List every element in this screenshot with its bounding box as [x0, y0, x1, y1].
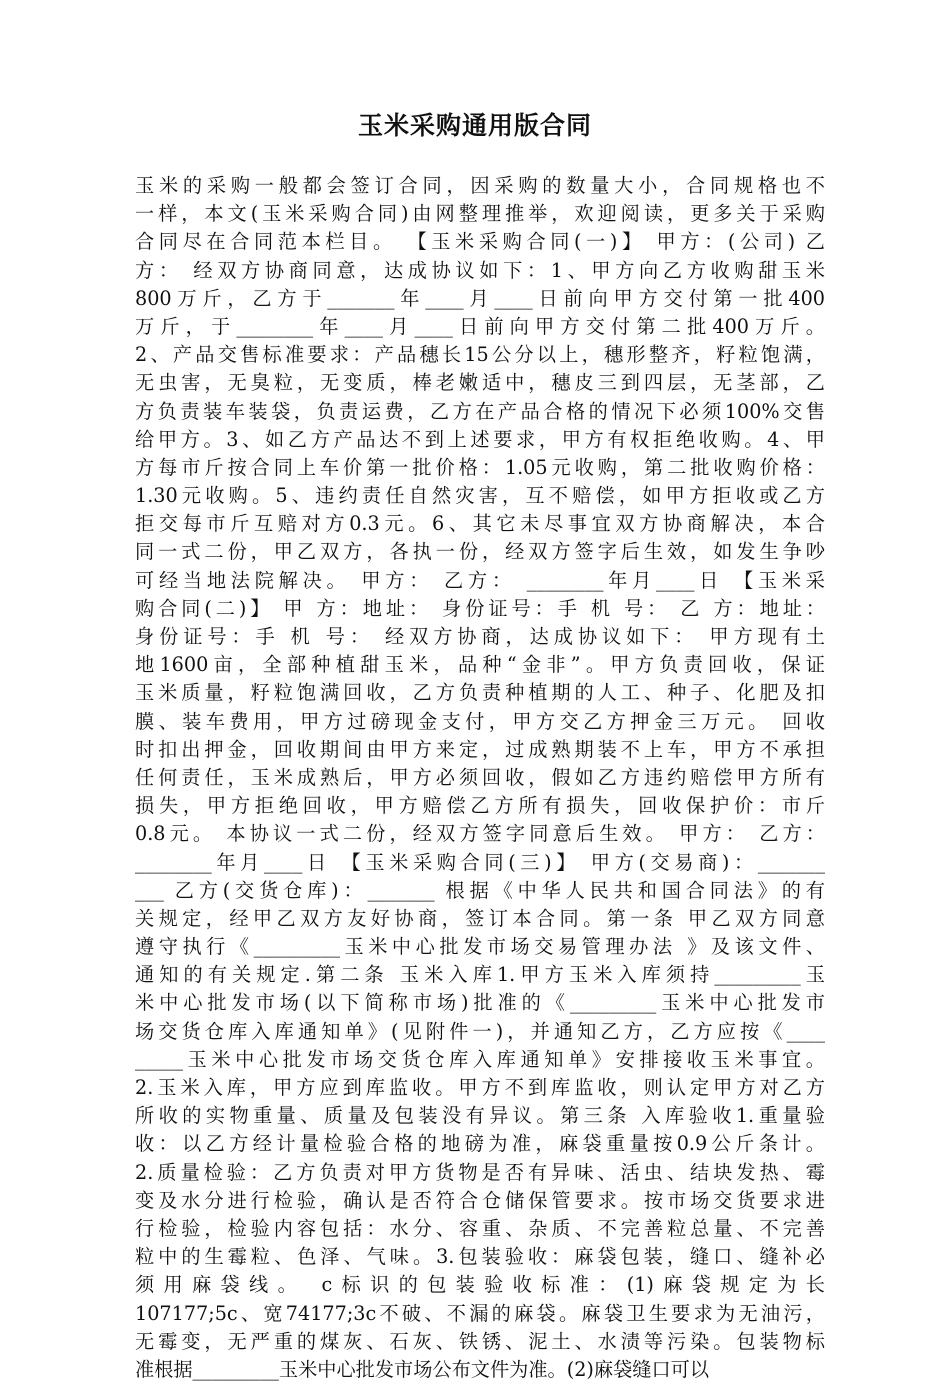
- text-line: 万斤，于________年____月____日前向甲方交付第二批400万斤。: [135, 314, 825, 338]
- text-line: 地1600亩，全部种植甜玉米，品种“金非”。甲方负责回收，保证: [135, 653, 825, 677]
- text-line: 合同尽在合同范本栏目。 【玉米采购合同(一)】 甲方：(公司) 乙: [135, 230, 825, 254]
- text-line: 无虫害，无臭粒，无变质，棒老嫩适中，穗皮三到四层，无茎部，乙: [135, 371, 825, 395]
- text-line: 可经当地法院解决。 甲方： 乙方： ________年月____日 【玉米采: [135, 568, 825, 592]
- text-line: 时扣出押金，回收期间由甲方来定，过成熟期装不上车，甲方不承担: [135, 737, 825, 761]
- text-line: 一样，本文(玉米采购合同)由网整理推举，欢迎阅读，更多关于采购: [135, 202, 825, 226]
- text-line: 行检验，检验内容包括：水分、容重、杂质、不完善粒总量、不完善: [135, 1216, 825, 1240]
- text-line: 107177;5c、宽74177;3c不破、不漏的麻袋。麻袋卫生要求为无油污，: [135, 1301, 825, 1325]
- text-line: 所收的实物重量、质量及包装没有异议。第三条 入库验收1.重量验: [135, 1104, 825, 1128]
- text-line: 同一式二份，甲乙双方，各执一份，经双方签字后生效，如发生争吵: [135, 540, 825, 564]
- text-line: 玉米质量，籽粒饱满回收，乙方负责种植期的人工、种子、化肥及扣: [135, 681, 825, 705]
- text-line: 变及水分进行检验，确认是否符合仓储保管要求。按市场交货要求进: [135, 1188, 825, 1212]
- text-line: 须用麻袋线。 c标识的包装验收标准：(1)麻袋规定为长: [135, 1273, 825, 1297]
- text-line: 收：以乙方经计量检验合格的地磅为准，麻袋重量按0.9公斤条计。: [135, 1132, 825, 1156]
- text-line: _____玉米中心批发市场交货仓库入库通知单》安排接收玉米事宜。: [135, 1047, 825, 1071]
- text-line: 粒中的生霉粒、色泽、气味。3.包装验收：麻袋包装，缝口、缝补必: [135, 1245, 825, 1269]
- text-line: 身份证号：手 机 号： 经双方协商，达成协议如下： 甲方现有土: [135, 625, 825, 648]
- contract-body: [135, 172, 825, 1384]
- text-line: 购合同(二)】 甲 方：地址： 身份证号：手 机 号： 乙 方：地址：: [135, 596, 825, 620]
- text-line: 1.30元收购。5、违约责任自然灾害，互不赔偿，如甲方拒收或乙方: [135, 484, 825, 508]
- text-line: 关规定，经甲乙双方友好协商，签订本合同。第一条 甲乙双方同意: [135, 906, 825, 930]
- text-line: 2.玉米入库，甲方应到库监收。甲方不到库监收，则认定甲方对乙方: [135, 1076, 825, 1099]
- text-line: 拒交每市斤互赔对方0.3元。6、其它未尽事宜双方协商解决，本合: [135, 512, 825, 536]
- text-line: 场交货仓库入库通知单》(见附件一)，并通知乙方，乙方应按《____: [135, 1019, 825, 1043]
- text-line: 方每市斤按合同上车价第一批价格：1.05元收购，第二批收购价格：: [135, 455, 825, 479]
- text-line: 通知的有关规定.第二条 玉米入库1.甲方玉米入库须持_________玉: [135, 963, 825, 987]
- text-line: 方： 经双方协商同意，达成协议如下：1、甲方向乙方收购甜玉米: [135, 258, 825, 282]
- text-line: 800万斤，乙方于_______年____月____日前向甲方交付第一批400: [135, 286, 825, 310]
- text-line: 遵守执行《_________玉米中心批发市场交易管理办法 》及该文件、: [135, 935, 825, 959]
- text-line: 2.质量检验：乙方负责对甲方货物是否有异味、活虫、结块发热、霉: [135, 1160, 825, 1184]
- text-line: ________年月____日 【玉米采购合同(三)】 甲方(交易商)：_______: [135, 850, 825, 874]
- text-line: 准根据_________玉米中心批发市场公布文件为准。(2)麻袋缝口可以: [135, 1357, 710, 1381]
- text-line: 任何责任，玉米成熟后，甲方必须回收，假如乙方违约赔偿甲方所有: [135, 765, 825, 789]
- text-line: ___ 乙方(交货仓库)：_______ 根据《中华人民共和国合同法》的有: [135, 878, 825, 902]
- text-line: 给甲方。3、如乙方产品达不到上述要求，甲方有权拒绝收购。4、甲: [135, 427, 825, 451]
- text-line: 损失，甲方拒绝回收，甲方赔偿乙方所有损失，回收保护价：市斤: [135, 794, 825, 818]
- text-line: 无霉变，无严重的煤灰、石灰、铁锈、泥土、水渍等污染。包装物标: [135, 1329, 825, 1353]
- text-line: 0.8元。 本协议一式二份，经双方签字同意后生效。 甲方： 乙方：: [135, 822, 825, 846]
- text-line: 玉米的采购一般都会签订合同，因采购的数量大小，合同规格也不: [135, 174, 825, 197]
- text-line: 2、产品交售标准要求：产品穗长15公分以上，穗形整齐，籽粒饱满，: [135, 343, 825, 367]
- text-line: 米中心批发市场(以下简称市场)批准的《_________玉米中心批发市: [135, 991, 825, 1015]
- document-title: 玉米采购通用版合同: [357, 111, 592, 140]
- text-line: 膜、装车费用，甲方过磅现金支付，甲方交乙方押金三万元。 回收: [135, 709, 825, 733]
- text-line: 方负责装车装袋，负责运费，乙方在产品合格的情况下必须100%交售: [135, 399, 825, 423]
